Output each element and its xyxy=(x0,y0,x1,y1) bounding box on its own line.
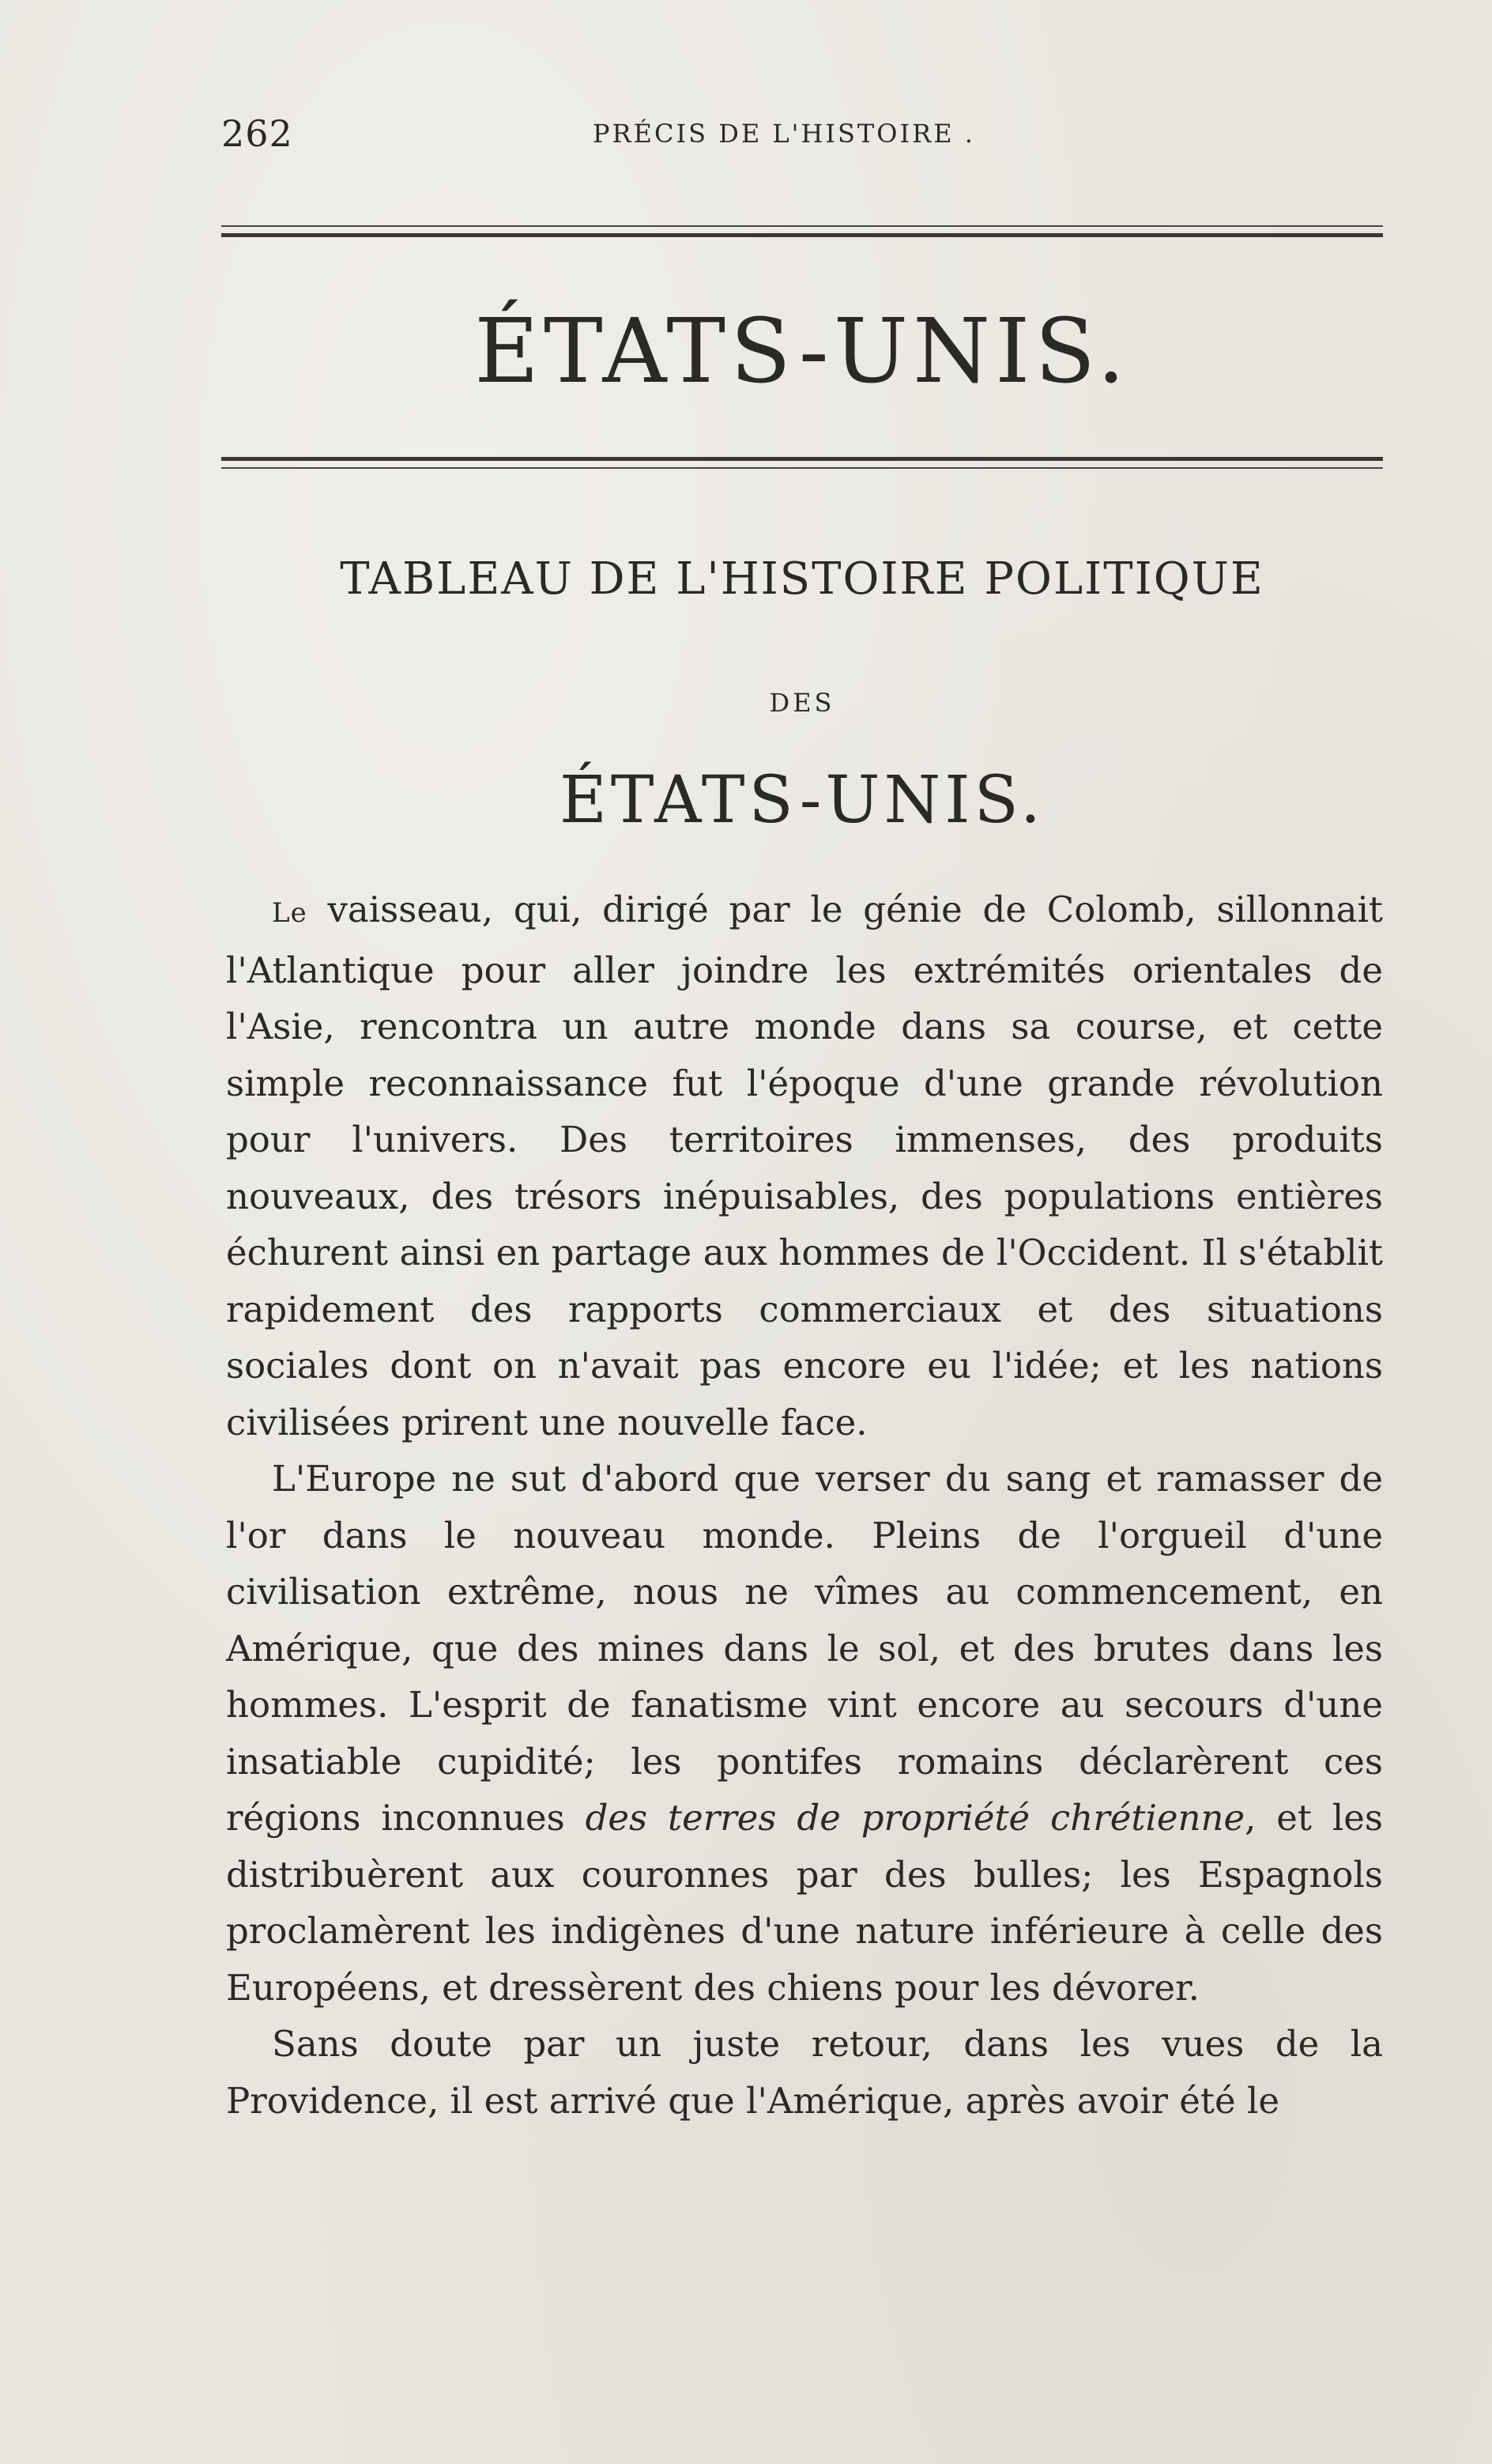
paragraph-2 xyxy=(226,1451,1383,2016)
paragraph-3-text: Sans doute par un juste retour, dans les vues de la Providence, il est arrivé que l'Amérique, après avoir été le xyxy=(226,2023,1383,2122)
body-text xyxy=(226,881,1383,2129)
rule-thin xyxy=(221,225,1383,227)
paragraph-1 xyxy=(226,881,1383,1451)
paragraph-3 xyxy=(226,2016,1383,2129)
section-subtitle-country: ÉTATS-UNIS. xyxy=(560,763,1045,838)
section-subtitle-des: DES xyxy=(769,688,835,718)
chapter-title: ÉTATS-UNIS. xyxy=(474,300,1130,403)
paragraph-1-text: vaisseau, qui, dirigé par le génie de Colomb, sillonnait l'Atlantique pour aller joindre les extrémités orientales de l'Asie, rencontra un autre monde dans sa course, et cette simple reconnaissance fut l'époque d'une grande révolution pour l'univers. Des territoires immenses, des produits nouveaux, des trésors inépuisables, des populations entières échurent ainsi en partage aux hommes de l'Occident. Il s'établit rapidement des rapports commerciaux et des situations sociales dont on n'avait pas encore eu l'idée; et les nations civilisées prirent une nouvelle face. xyxy=(226,889,1383,1443)
running-title: PRÉCIS DE L'HISTOIRE . xyxy=(593,119,975,149)
page-number: 262 xyxy=(221,112,293,155)
paragraph-2-text-a: L'Europe ne sut d'abord que verser du sang et ramasser de l'or dans le nouveau monde. Pleins de l'orgueil d'une civilisation extrême, nous ne vîmes au commencement, en Amérique, que des mines dans le sol, et des brutes dans les hommes. L'esprit de fanatisme vint encore au secours d'une insatiable cupidité; les pontifes romains déclarèrent ces régions inconnues xyxy=(226,1458,1383,1839)
top-double-rule xyxy=(221,225,1383,237)
paragraph-2-text-b: , et les distribuèrent aux couronnes par des bulles; les Espagnols proclamèrent les indigènes d'une nature inférieure à celle des Européens, et dressèrent des chiens pour les dévorer. xyxy=(226,1797,1383,2009)
rule-thick xyxy=(221,457,1383,461)
section-title: TABLEAU DE L'HISTOIRE POLITIQUE xyxy=(340,553,1264,605)
running-head xyxy=(221,112,1383,160)
rule-thin xyxy=(221,467,1383,469)
bottom-double-rule xyxy=(221,457,1383,469)
dropcap-word: Le xyxy=(272,897,307,929)
rule-thick xyxy=(221,233,1383,237)
paragraph-2-italic: des terres de propriété chrétienne xyxy=(585,1797,1245,1839)
